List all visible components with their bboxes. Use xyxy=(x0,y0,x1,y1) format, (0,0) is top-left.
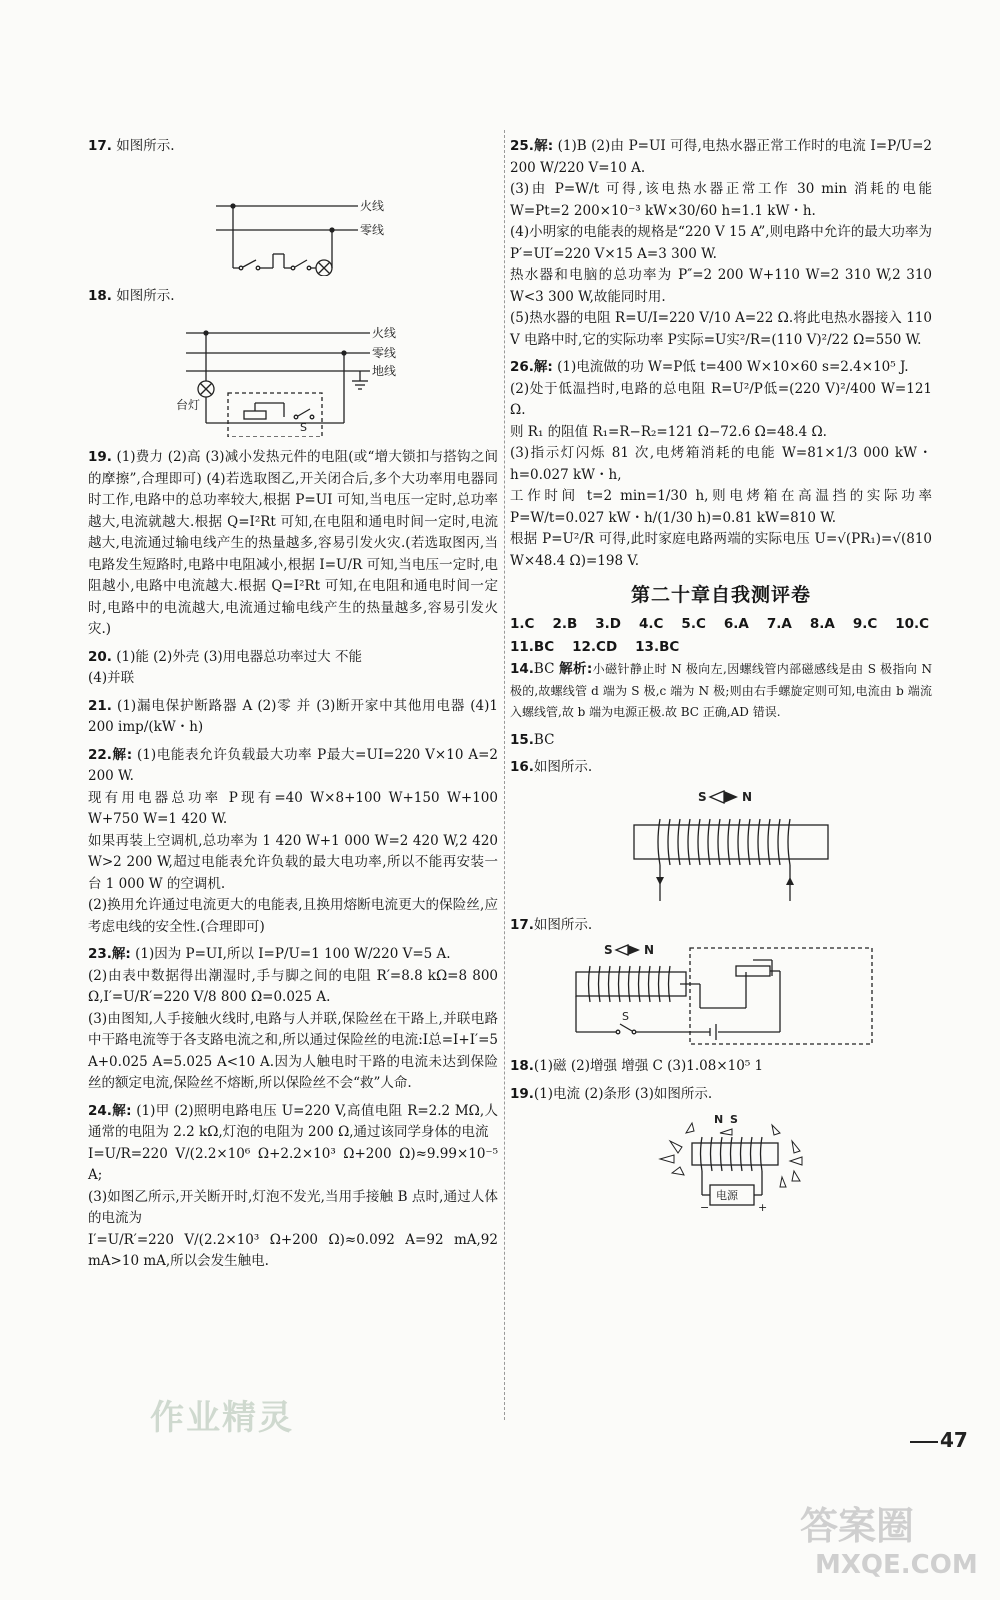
socket-circuit-diagram xyxy=(88,313,498,437)
q14-answer: BC xyxy=(533,661,555,677)
q22-p3: 如果再装上空调机,总功率为 1 420 W+1 000 W=2 420 W,2 420 W>2 200 W,超过电能表允许负载的最大电功率,所以不能再安装一台 1 000 W 的空调机. xyxy=(88,832,498,892)
q15-text: BC xyxy=(533,731,555,748)
left-column xyxy=(88,136,498,1279)
q19-left-text: (1)费力 (2)高 (3)减小发热元件的电阻(或“增大锁扣与搭钩之间的摩擦”,合理即可) (4)若选取图乙,开关闭合后,多个大功率用电器同时工作,电路中的总功率较大,根据 P=UI 可知,当电压一定时,总功率越大,电流就越大.根据 Q=I²Rt 可知,在电阻和通电时间一定时,电流越大,电流通过输电线产生的热量越多,容易引发火灾.(若选取图丙,当电路发生短路时,电路中电阻减小,根据 I=U/R 可知,当电压一定时,电阻越小,电路中电流越大.根据 Q=I²Rt 可知,在电阻和通电时间一定时,电路中的电流越大,电流通过输电线产生的热量越多,容易引发火灾.) xyxy=(88,449,498,637)
q18-right-text: (1)磁 (2)增强 增强 C (3)1.08×10⁵ 1 xyxy=(533,1058,764,1074)
mc-answer: 13.BC xyxy=(635,639,680,655)
compass-s-label: S xyxy=(698,789,707,804)
fire-wire-label: 火线 xyxy=(360,198,385,213)
q18-left-text: 如图所示. xyxy=(116,287,175,304)
q17-right-figure xyxy=(510,942,932,1050)
q25-lead: 解: xyxy=(533,138,554,154)
q14-text: 小磁针静止时 N 极向左,因螺线管内部磁感线是由 S 极指向 N 极的,故螺线管 d 端为 S 极,c 端为 N 极;则由右手螺旋定则可知,电流由 b 端流入螺线管,故 b 端为电源正极.故 BC 正确,AD 错误. xyxy=(510,662,932,719)
q19-right-figure xyxy=(510,1111,932,1219)
q26-p1: (1)电流做的功 W=P低 t=400 W×10×60 s=2.4×10⁵ J. xyxy=(557,359,909,375)
q17-right xyxy=(510,915,932,937)
current-arrow-icon xyxy=(786,877,794,885)
mc-answer: 1.C xyxy=(510,616,535,632)
q26-p4: (3)指示灯闪烁 81 次,电烤箱消耗的电能 W=81×1/3 000 kW・h=0.027 kW・h, xyxy=(510,445,932,483)
compass-needle-icon xyxy=(772,1125,780,1135)
compass-needle-icon xyxy=(792,1171,800,1181)
q18-left xyxy=(88,286,498,308)
section-title: 第二十章自我测评卷 xyxy=(630,584,811,606)
q22-p1: (1)电能表允许负载最大功率 P最大=UI=220 V×10 A=2 200 W. xyxy=(88,746,498,784)
plus-label: + xyxy=(758,1201,768,1214)
q19-right-text: (1)电流 (2)条形 (3)如图所示. xyxy=(533,1085,713,1102)
q20-left-number: 20. xyxy=(88,648,112,665)
q26-right xyxy=(510,357,932,572)
mc-answer: 4.C xyxy=(638,616,664,632)
q18-right xyxy=(510,1056,932,1078)
q23-left-lead: 解: xyxy=(111,946,131,962)
q24-p4: I′=U/R′=220 V/(2.2×10³ Ω+200 Ω)≈0.092 A=92 mA,92 mA>10 mA,所以会发生触电. xyxy=(88,1231,498,1269)
q25-right xyxy=(510,136,932,351)
q20-left xyxy=(88,647,498,690)
q15-number: 15. xyxy=(510,731,534,748)
q24-p3: (3)如图乙所示,开关断开时,灯泡不发光,当用手接触 B 点时,通过人体的电流为 xyxy=(88,1188,498,1226)
mc-answer: 3.D xyxy=(595,616,621,632)
q24-p1: (1)甲 (2)照明电路电压 U=220 V,高值电阻 R=2.2 MΩ,人通常的电阻为 2.2 kΩ,灯泡的电阻为 200 Ω,通过该同学身体的电流 xyxy=(88,1102,499,1140)
n-label: N xyxy=(714,1113,724,1126)
q14-right xyxy=(510,659,932,724)
zero-wire-label: 零线 xyxy=(360,222,385,237)
q25-p2: (3)由 P=W/t 可得,该电热水器正常工作 30 min 消耗的电能 W=Pt=2 200×10⁻³ kW×30/60 h=1.1 kW・h. xyxy=(510,181,932,219)
q16-figure xyxy=(510,785,932,909)
q19-right-number: 19. xyxy=(510,1085,534,1102)
desk-lamp-label: 台灯 xyxy=(176,398,201,412)
switch-label: S xyxy=(300,421,307,434)
q16-number: 16. xyxy=(510,759,534,775)
compass-needle-icon xyxy=(660,1155,674,1163)
q19-right xyxy=(510,1084,932,1106)
q23-p1: (1)因为 P=UI,所以 I=P/U=1 100 W/220 V=5 A. xyxy=(135,946,451,962)
mc-answer: 2.B xyxy=(552,616,578,632)
q26-number: 26. xyxy=(510,359,534,375)
compass-needle-icon xyxy=(686,1123,694,1133)
mc-answer: 7.A xyxy=(766,616,792,632)
q14-label: 解析: xyxy=(559,661,593,677)
mc-answer: 9.C xyxy=(852,616,878,632)
q23-p3: (3)由图知,人手接触火线时,电路与人并联,保险丝在干路上,并联电路中干路电流等于各支路电流之和,所以通过保险丝的电流:I总=I+I′=5 A+0.025 A=5.025 A<10 A.因为人触电时干路的电流未达到保险丝的额定电流,保险丝不熔断,所以保险丝不会“救”人命. xyxy=(88,1010,498,1091)
compass-needle-icon xyxy=(710,791,724,803)
compass-needle-icon xyxy=(780,1177,786,1187)
q21-left-text: (1)漏电保护断路器 A (2)零 并 (3)断开家中其他用电器 (4)1 200 imp/(kW・h) xyxy=(88,697,498,735)
q18-right-number: 18. xyxy=(510,1058,534,1074)
compass-needle-icon xyxy=(672,1167,684,1175)
current-arrow-icon xyxy=(656,877,664,885)
household-circuit-diagram xyxy=(88,164,498,276)
q24-p2: I=U/R=220 V/(2.2×10⁶ Ω+2.2×10³ Ω+200 Ω)≈9.99×10⁻⁵ A; xyxy=(88,1145,498,1183)
q17-left xyxy=(88,136,498,158)
minus-label: − xyxy=(700,1201,710,1214)
q26-lead: 解: xyxy=(533,359,553,375)
watermark-url: MXQE.COM xyxy=(815,1550,978,1580)
q23-left-number: 23. xyxy=(88,946,112,962)
q22-left xyxy=(88,745,498,939)
q22-p4: (2)换用允许通过电流更大的电能表,且换用熔断电流更大的保险丝,应考虑电线的安全性.(合理即可) xyxy=(88,897,498,935)
s-label: S xyxy=(730,1113,738,1126)
compass-n-label-2: N xyxy=(644,943,655,957)
q25-p3: (4)小明家的电能表的规格是“220 V 15 A”,则电路中允许的最大功率为 P′=UI′=220 V×15 A=3 300 W. xyxy=(510,224,932,262)
mc-row-2 xyxy=(510,636,932,659)
mc-answer: 6.A xyxy=(723,616,749,632)
q14-number: 14. xyxy=(510,661,534,677)
q21-left xyxy=(88,696,498,739)
right-column xyxy=(510,136,932,1225)
q26-p6: 根据 P=U²/R 可得,此时家庭电路两端的实际电压 U=√(PR₁)=√(810 W×48.4 Ω)=198 V. xyxy=(510,531,932,569)
mc-row-1 xyxy=(510,613,932,636)
q24-left-lead: 解: xyxy=(111,1102,132,1119)
zero-wire-label-2: 零线 xyxy=(372,346,397,360)
mc-answer: 12.CD xyxy=(572,639,618,655)
compass-n-label: N xyxy=(742,789,753,804)
compass-needle-icon xyxy=(792,1141,800,1153)
q15-right xyxy=(510,730,932,752)
q17-right-number: 17. xyxy=(510,916,534,933)
mc-answer: 8.A xyxy=(809,616,835,632)
mc-answer: 10.C xyxy=(895,616,930,632)
q22-left-number: 22. xyxy=(88,746,112,763)
q23-p2: (2)由表中数据得出潮湿时,手与脚之间的电阻 R′=8.8 kΩ=8 800 Ω,I′=U/R′=220 V/8 800 Ω=0.025 A. xyxy=(88,967,498,1005)
q26-p2: (2)处于低温挡时,电路的总电阻 R=U²/P低=(220 V)²/400 W=121 Ω. xyxy=(510,380,932,418)
compass-needle-tip-icon xyxy=(628,945,640,955)
q21-left-number: 21. xyxy=(88,697,112,714)
q22-p2: 现有用电器总功率 P现有=40 W×8+100 W+150 W+100 W+750 W=1 420 W. xyxy=(88,789,498,827)
compass-needle-icon xyxy=(720,1129,732,1135)
q23-left xyxy=(88,944,498,1095)
switch-label-2: S xyxy=(622,1010,629,1023)
solenoid-diagram xyxy=(510,785,932,905)
q25-p4: 热水器和电脑的总功率为 P″=2 200 W+110 W=2 310 W,2 310 W<3 300 W,故能同时用. xyxy=(510,267,932,305)
fire-wire-label-2: 火线 xyxy=(372,326,397,340)
q25-number: 25. xyxy=(510,138,534,154)
page-number: 47 xyxy=(940,1428,968,1452)
q19-left-number: 19. xyxy=(88,449,112,465)
q25-p5: (5)热水器的电阻 R=U/I=220 V/10 A=22 Ω.将此电热水器接入 110 V 电路中时,它的实际功率 P实际=U实²/R=(110 V)²/22 Ω=550 W. xyxy=(510,310,932,348)
q18-left-figure xyxy=(88,313,498,441)
electromagnet-circuit-diagram xyxy=(510,942,932,1046)
q17-left-text: 如图所示. xyxy=(116,138,175,154)
q18-left-number: 18. xyxy=(88,287,112,304)
q25-p1: (1)B (2)由 P=UI 可得,电热水器正常工作时的电流 I=P/U=2 200 W/220 V=10 A. xyxy=(510,138,932,176)
q26-p3: 则 R₁ 的阻值 R₁=R−R₂=121 Ω−72.6 Ω=48.4 Ω. xyxy=(510,423,827,440)
compass-needle-tip-icon xyxy=(724,791,738,803)
q24-left xyxy=(88,1101,498,1273)
mc-answer: 5.C xyxy=(681,616,706,632)
compass-needle-icon xyxy=(790,1157,802,1165)
q24-left-number: 24. xyxy=(88,1102,112,1119)
q17-right-text: 如图所示. xyxy=(533,916,593,933)
solenoid-compass-diagram xyxy=(510,1111,932,1215)
q16-right xyxy=(510,757,932,779)
compass-s-label-2: S xyxy=(604,943,613,957)
ground-wire-label: 地线 xyxy=(372,364,397,378)
compass-needle-icon xyxy=(670,1141,682,1153)
q17-left-figure xyxy=(88,164,498,280)
q26-p5: 工作时间 t=2 min=1/30 h,则电烤箱在高温挡的实际功率 P=W/t=0.027 kW・h/(1/30 h)=0.81 kW=810 W. xyxy=(510,488,932,526)
q16-text: 如图所示. xyxy=(533,759,593,775)
q20-left-line2: (4)并联 xyxy=(88,670,135,686)
column-divider xyxy=(504,130,505,1420)
q19-left xyxy=(88,447,498,641)
watermark-logo: 答案圈 xyxy=(800,1503,915,1548)
page-number-rule xyxy=(910,1441,938,1443)
q20-left-line1: (1)能 (2)外壳 (3)用电器总功率过大 不能 xyxy=(116,648,362,665)
q17-left-number: 17. xyxy=(88,138,112,154)
power-source-label: 电源 xyxy=(716,1189,738,1202)
mc-answer: 11.BC xyxy=(510,639,555,655)
compass-needle-icon xyxy=(616,945,628,955)
q22-left-lead: 解: xyxy=(111,746,133,763)
watermark-left: 作业精灵 xyxy=(150,1398,294,1438)
